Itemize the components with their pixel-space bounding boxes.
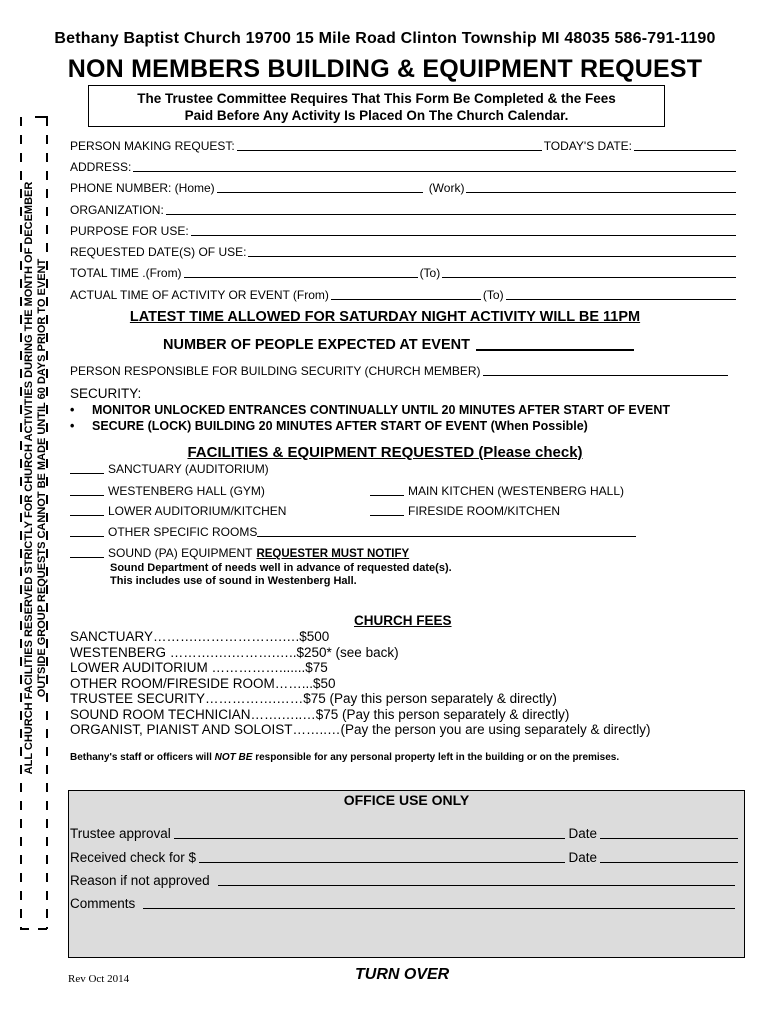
actual-time-from-label: ACTUAL TIME OF ACTIVITY OR EVENT (From) [70,288,329,302]
total-time-from-label: TOTAL TIME .(From) [70,266,182,280]
side-note [23,118,49,838]
security-bullet-1-text: MONITOR UNLOCKED ENTRANCES CONTINUALLY UNTIL 20 MINUTES AFTER START OF EVENT [92,403,671,417]
westenberg-label: WESTENBERG HALL (GYM) [108,484,265,498]
requested-dates-label: REQUESTED DATE(S) OF USE: [70,245,247,259]
fees-heading: CHURCH FEES [354,613,452,628]
people-expected-blank[interactable] [476,349,634,351]
address-label: ADDRESS: [70,160,132,174]
westenberg-check-blank[interactable] [70,495,104,496]
fee-lower-auditorium: LOWER AUDITORIUM …………….......$75 [70,660,328,675]
sound-check-row [70,546,409,560]
security-bullet-2-text: SECURE (LOCK) BUILDING 20 MINUTES AFTER START OF EVENT (When Possible) [92,419,588,433]
main-kitchen-check-row [370,484,624,498]
security-responsible-row [70,364,730,378]
disclaimer [70,752,619,763]
office-use-heading: OFFICE USE ONLY [343,792,470,808]
disclaimer-pre: Bethany's staff or officers will [70,752,215,763]
trustee-approval-label: Trustee approval [70,826,171,841]
sound-notify-label: REQUESTER MUST NOTIFY [256,548,410,560]
comments-row [70,895,738,911]
comments-blank[interactable] [143,908,735,909]
total-time-row [70,266,738,280]
actual-time-to-label: (To) [482,288,504,302]
sanctuary-label: SANCTUARY (AUDITORIUM) [108,462,269,476]
address-blank[interactable] [133,171,736,172]
received-check-label: Received check for $ [70,850,197,865]
fireside-check-row [370,504,560,518]
total-time-from-blank[interactable] [184,277,418,278]
revision-date: Rev Oct 2014 [68,973,130,985]
trustee-approval-blank[interactable] [174,838,566,839]
other-rooms-check-row [70,525,636,539]
received-check-blank[interactable] [199,862,565,863]
lower-auditorium-check-row [70,504,286,518]
received-check-row [70,849,738,865]
address-row [70,160,738,174]
comments-label: Comments [70,896,136,911]
sanctuary-check-row [70,462,269,476]
lower-auditorium-check-blank[interactable] [70,515,104,516]
other-rooms-blank[interactable] [257,536,636,537]
security-bullet-1: • MONITOR UNLOCKED ENTRANCES CONTINUALLY UNTIL 20 MINUTES AFTER START OF EVENT [70,403,671,417]
trustee-approval-row [70,825,738,841]
organization-blank[interactable] [166,214,736,215]
todays-date-blank[interactable] [634,150,736,151]
phone-home-label: PHONE NUMBER: (Home) [70,181,215,195]
phone-home-blank[interactable] [217,192,423,193]
organization-label: ORGANIZATION: [70,203,164,217]
latest-time-notice [0,309,770,325]
phone-work-label: (Work) [428,181,465,195]
purpose-row [70,224,738,238]
organization-row [70,203,738,217]
person-making-request-row [70,139,738,153]
date-blank-2[interactable] [600,862,738,863]
sanctuary-check-blank[interactable] [70,473,104,474]
turn-over-label: TURN OVER [355,966,450,983]
sound-note-1: Sound Department of needs well in advance of requested date(s). [110,562,452,574]
fee-other-room: OTHER ROOM/FIRESIDE ROOM……...$50 [70,676,336,691]
requested-dates-blank[interactable] [248,256,736,257]
other-rooms-label: OTHER SPECIFIC ROOMS [108,525,258,539]
security-bullet-2: • SECURE (LOCK) BUILDING 20 MINUTES AFTER START OF EVENT (When Possible) [70,419,588,433]
sound-note-2: This includes use of sound in Westenberg Hall. [110,575,357,587]
purpose-label: PURPOSE FOR USE: [70,224,189,238]
requested-dates-row [70,245,738,259]
security-label: SECURITY: [70,386,142,401]
facilities-heading: FACILITIES & EQUIPMENT REQUESTED (Please check) [187,444,583,461]
person-making-request-blank[interactable] [237,150,542,151]
security-responsible-blank[interactable] [483,375,728,376]
fireside-check-blank[interactable] [370,515,404,516]
fee-sanctuary: SANCTUARY……….……………….….$500 [70,629,330,644]
reason-label: Reason if not approved [70,873,210,888]
actual-time-from-blank[interactable] [331,299,481,300]
people-expected-row [163,337,634,353]
lower-auditorium-label: LOWER AUDITORIUM/KITCHEN [108,504,287,518]
side-note-line-2: OUTSIDE GROUP REQUESTS CANNOT BE MADE UNTIL 60 DAYS PRIOR TO EVENT [36,258,48,698]
form-title: NON MEMBERS BUILDING & EQUIPMENT REQUEST [67,55,703,83]
church-address-line: Bethany Baptist Church 19700 15 Mile Road Clinton Township MI 48035 586-791-1190 [54,30,716,47]
date-label-2: Date [568,850,597,865]
actual-time-row [70,288,738,302]
security-responsible-label: PERSON RESPONSIBLE FOR BUILDING SECURITY (CHURCH MEMBER) [70,364,481,378]
main-kitchen-label: MAIN KITCHEN (WESTENBERG HALL) [408,484,625,498]
other-rooms-check-blank[interactable] [70,536,104,537]
date-blank-1[interactable] [600,838,738,839]
reason-row [70,872,738,888]
purpose-blank[interactable] [191,235,736,236]
fee-organist: ORGANIST, PIANIST AND SOLOIST……..…(Pay the person you are using separately & directly) [70,722,651,737]
latest-time-text: LATEST TIME ALLOWED FOR SATURDAY NIGHT ACTIVITY WILL BE 11PM [129,309,641,325]
person-making-request-label: PERSON MAKING REQUEST: [70,139,235,153]
side-note-line-1: ALL CHURCH FACILITIES RESERVED STRICTLY FOR CHURCH ACTIVITIES DURING THE MONTH OF DECEMBER [23,181,35,775]
fee-westenberg: WESTENBERG ……….….……….…..$250* (see back) [70,645,399,660]
reason-blank[interactable] [218,885,735,886]
fireside-label: FIRESIDE ROOM/KITCHEN [408,504,561,518]
fee-trustee-security: TRUSTEE SECURITY…………….……$75 (Pay this person separately & directly) [70,691,557,706]
notice-box [88,85,665,127]
people-expected-label: NUMBER OF PEOPLE EXPECTED AT EVENT [163,337,470,353]
sound-label: SOUND (PA) EQUIPMENT [108,546,253,560]
notice-line-2: Paid Before Any Activity Is Placed On The Church Calendar. [184,108,569,123]
disclaimer-post: responsible for any personal property left in the building or on the premises. [252,752,620,763]
phone-row [70,181,738,195]
notice-line-1: The Trustee Committee Requires That This Form Be Completed & the Fees [137,91,616,106]
actual-time-to-blank[interactable] [506,299,736,300]
sound-check-blank[interactable] [70,557,104,558]
westenberg-check-row [70,484,265,498]
disclaimer-emphasis: NOT BE [214,752,253,763]
todays-date-label: TODAY'S DATE: [543,139,632,153]
date-label-1: Date [568,826,597,841]
main-kitchen-check-blank[interactable] [370,495,404,496]
fee-sound-technician: SOUND ROOM TECHNICIAN…….…..…$75 (Pay this person separately & directly) [70,707,570,722]
total-time-to-blank[interactable] [442,277,736,278]
total-time-to-label: (To) [419,266,441,280]
phone-work-blank[interactable] [466,192,736,193]
